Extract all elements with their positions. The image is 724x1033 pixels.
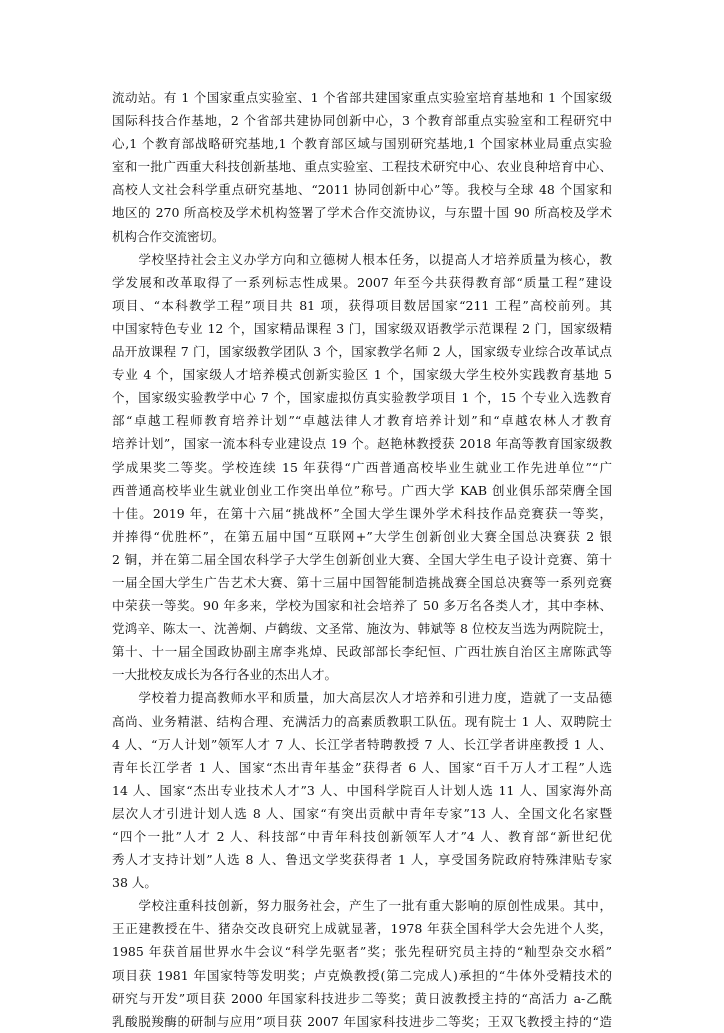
para-intro-tail bbox=[112, 86, 612, 248]
text-line: 青年长江学者 1 人、国家“杰出青年基金”获得者 6 人、国家“百千万人才工程”人选 bbox=[112, 759, 612, 775]
text-line: 一大批校友成长为各行各业的杰出人才。 bbox=[112, 667, 338, 683]
text-line: 王正建教授在牛、猪杂交改良研究上成就显著，1978 年获全国科学大会先进个人奖， bbox=[112, 921, 612, 937]
text-line: 个，国家级实验教学中心 7 个，国家虚拟仿真实验教学项目 1 个，15 个专业入选教育 bbox=[112, 390, 612, 406]
document-page bbox=[112, 86, 612, 1033]
text-line: “四个一批”人才 2 人、科技部“中青年科技创新领军人才”4 人、教育部“新世纪优 bbox=[112, 829, 612, 844]
text-line: 学校坚持社会主义办学方向和立德树人根本任务，以提高人才培养质量为核心，教 bbox=[112, 251, 612, 267]
text-line: 4 人、“万人计划”领军人才 7 人、长江学者特聘教授 7 人、长江学者讲座教授 1 人、 bbox=[112, 736, 612, 752]
text-line: 专业 4 个，国家级人才培养模式创新实验区 1 个，国家级大学生校外实践教育基地 5 bbox=[112, 367, 612, 383]
text-line: 学校注重科技创新，努力服务社会，产生了一批有重大影响的原创性成果。其中， bbox=[112, 898, 612, 914]
text-line: 一届全国大学生广告艺术大赛、第十三届中国智能制造挑战赛全国总决赛等一系列竞赛 bbox=[112, 574, 612, 590]
text-line: 并捧得“优胜杯”，在第五届中国“互联网+”大学生创新创业大赛全国总决赛获 2 银 bbox=[112, 528, 612, 544]
text-line: 2 铜，并在第二届全国农科学子大学生创新创业大赛、全国大学生电子设计竞赛、第十 bbox=[112, 551, 612, 567]
text-line: 秀人才支持计划”人选 8 人、鲁迅文学奖获得者 1 人，享受国务院政府特殊津贴专家 bbox=[112, 852, 612, 868]
text-line: 层次人才引进计划人选 8 人、国家“有突出贡献中青年专家”13 人、全国文化名家暨 bbox=[112, 805, 612, 821]
text-line: 流动站。有 1 个国家重点实验室、1 个省部共建国家重点实验室培育基地和 1 个国家级 bbox=[112, 90, 612, 105]
text-line: 心,1 个教育部战略研究基地,1 个教育部区域与国别研究基地,1 个国家林业局重点实验 bbox=[112, 136, 612, 152]
text-line: 室和一批广西重大科技创新基地、重点实验室、工程技术研究中心、农业良种培育中心、 bbox=[112, 159, 612, 175]
text-line: 品开放课程 7 门，国家级教学团队 3 个，国家教学名师 2 人，国家级专业综合改革试点 bbox=[112, 344, 612, 360]
text-line: 机构合作交流密切。 bbox=[112, 228, 225, 244]
text-line: 研究与开发”项目获 2000 年国家科技进步二等奖；黄日波教授主持的“高活力 a-乙酰 bbox=[112, 990, 612, 1006]
text-line: 项目、“本科教学工程”项目共 81 项，获得项目数居国家“211 工程”高校前列。其 bbox=[112, 297, 612, 313]
text-line: 学校着力提高教师水平和质量，加大高层次人才培养和引进力度，造就了一支品德 bbox=[112, 690, 612, 706]
para-faculty bbox=[112, 686, 612, 894]
text-line: 部“卓越工程师教育培养计划”“卓越法律人才教育培养计划”和“卓越农林人才教育 bbox=[112, 413, 612, 429]
text-line: 中国家特色专业 12 个，国家精品课程 3 门，国家级双语教学示范课程 2 门，国家级精 bbox=[112, 320, 612, 336]
text-line: 国际科技合作基地，2 个省部共建协同创新中心，3 个教育部重点实验室和工程研究中 bbox=[112, 113, 612, 129]
text-line: 第十、十一届全国政协副主席李兆焯、民政部部长李纪恒、广西壮族自治区主席陈武等 bbox=[112, 644, 612, 660]
text-line: 学成果奖二等奖。学校连续 15 年获得“广西普通高校毕业生就业工作先进单位”“广 bbox=[112, 459, 612, 475]
text-line: 高尚、业务精湛、结构合理、充满活力的高素质教职工队伍。现有院士 1 人、双聘院士 bbox=[112, 713, 612, 729]
text-line: 14 人、国家“杰出专业技术人才”3 人、中国科学院百人计划人选 11 人、国家海外高 bbox=[112, 782, 612, 798]
text-line: 项目获 1981 年国家特等发明奖；卢克焕教授(第二完成人)承担的“牛体外受精技术的 bbox=[112, 967, 612, 983]
text-line: 学发展和改革取得了一系列标志性成果。2007 年至今共获得教育部“质量工程”建设 bbox=[112, 274, 612, 290]
para-teaching bbox=[112, 248, 612, 687]
text-line: 1985 年获首届世界水牛会议“科学先驱者”奖；张先程研究员主持的“籼型杂交水稻” bbox=[112, 944, 612, 960]
text-line: 地区的 270 所高校及学术机构签署了学术合作交流协议，与东盟十国 90 所高校及学术 bbox=[112, 205, 612, 221]
text-line: 党鸿辛、陈太一、沈善炯、卢鹤绂、文圣常、施汝为、韩斌等 8 位校友当选为两院院士， bbox=[112, 621, 612, 637]
text-line: 38 人。 bbox=[112, 875, 157, 891]
text-line: 乳酸脱羧酶的研制与应用”项目获 2007 年国家科技进步二等奖；王双飞教授主持的“造 bbox=[112, 1013, 612, 1029]
text-line: 培养计划”，国家一流本科专业建设点 19 个。赵艳林教授获 2018 年高等教育国家级教 bbox=[112, 436, 612, 452]
text-line: 高校人文社会科学重点研究基地、“2011 协同创新中心”等。我校与全球 48 个国家和 bbox=[112, 182, 612, 198]
text-line: 中荣获一等奖。90 年多来，学校为国家和社会培养了 50 多万名各类人才，其中李林、 bbox=[112, 598, 612, 614]
text-line: 十佳。2019 年，在第十六届“挑战杯”全国大学生课外学术科技作品竞赛获一等奖， bbox=[112, 505, 612, 521]
text-line: 西普通高校毕业生就业创业工作突出单位”称号。广西大学 KAB 创业俱乐部荣膺全国 bbox=[112, 482, 612, 498]
para-research bbox=[112, 894, 612, 1033]
